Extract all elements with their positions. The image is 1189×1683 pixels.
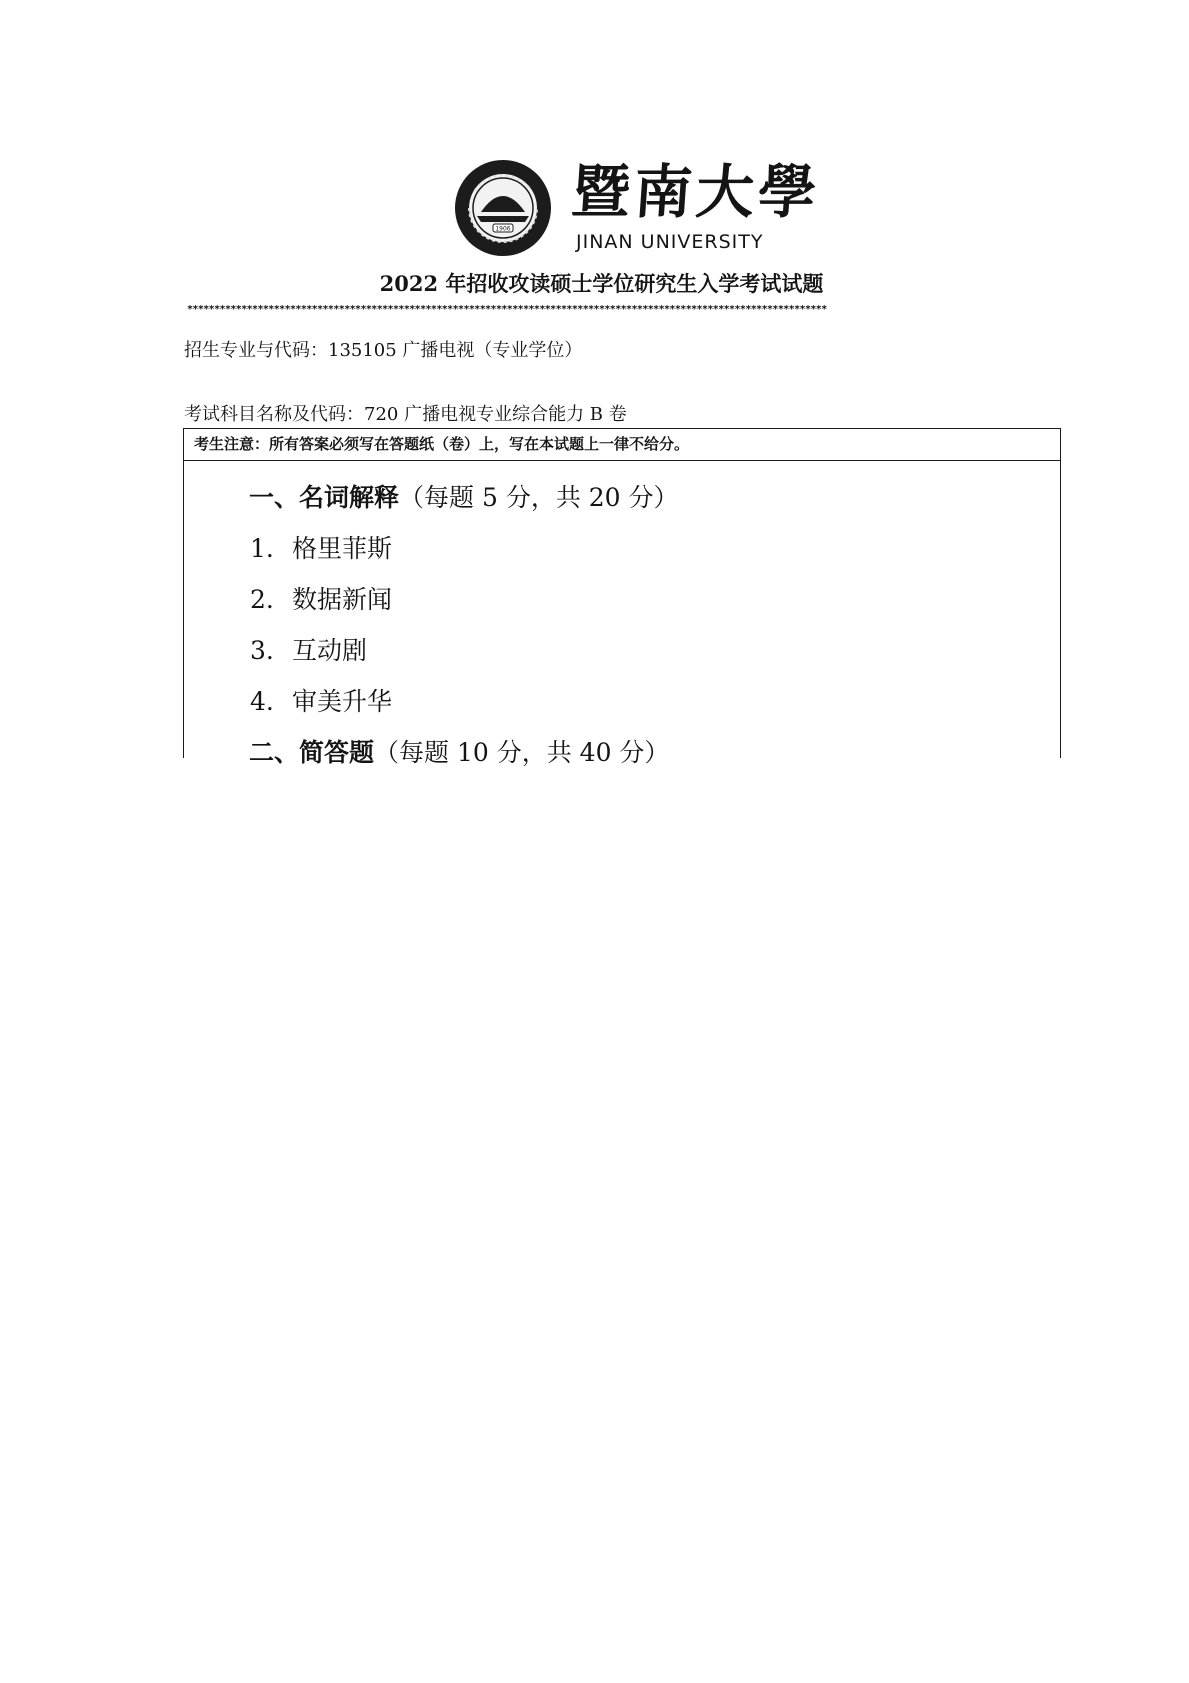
section-scoring: （每题 10 分，共 40 分） bbox=[374, 738, 670, 767]
section-heading bbox=[249, 481, 679, 515]
separator-line: ********************************************************************************************************************** bbox=[187, 304, 827, 315]
item-number: 1. bbox=[250, 534, 274, 563]
item-number: 4. bbox=[250, 687, 274, 716]
item-number: 2. bbox=[250, 585, 274, 614]
list-item bbox=[250, 532, 392, 566]
major-value: 135105 广播电视（专业学位） bbox=[328, 340, 583, 361]
university-logo bbox=[455, 158, 823, 260]
list-item bbox=[250, 685, 392, 719]
major-label: 招生专业与代码： bbox=[184, 340, 328, 361]
seal-year: 1906 bbox=[495, 225, 511, 233]
item-text: 数据新闻 bbox=[292, 585, 393, 614]
university-name-cn: 暨南大學 bbox=[569, 158, 823, 226]
candidate-notice: 考生注意：所有答案必须写在答题纸（卷）上，写在本试题上一律不给分。 bbox=[184, 429, 1060, 461]
university-name-en: JINAN UNIVERSITY bbox=[576, 231, 764, 253]
section-title: 一、名词解释 bbox=[249, 483, 400, 512]
university-seal-icon bbox=[455, 160, 551, 256]
item-text: 互动剧 bbox=[292, 636, 368, 665]
section-heading bbox=[249, 736, 669, 770]
major-line bbox=[184, 338, 582, 364]
item-text: 格里菲斯 bbox=[292, 534, 393, 563]
section-title: 二、简答题 bbox=[249, 738, 375, 767]
subject-label: 考试科目名称及代码： bbox=[184, 404, 364, 425]
section-scoring: （每题 5 分，共 20 分） bbox=[399, 483, 679, 512]
item-text: 审美升华 bbox=[292, 687, 393, 716]
subject-line bbox=[184, 402, 627, 428]
item-number: 3. bbox=[250, 636, 274, 665]
subject-value: 720 广播电视专业综合能力 B 卷 bbox=[364, 404, 627, 425]
exam-title: 2022 年招收攻读硕士学位研究生入学考试试题 bbox=[379, 271, 824, 296]
list-item bbox=[250, 634, 367, 668]
list-item bbox=[250, 583, 392, 617]
